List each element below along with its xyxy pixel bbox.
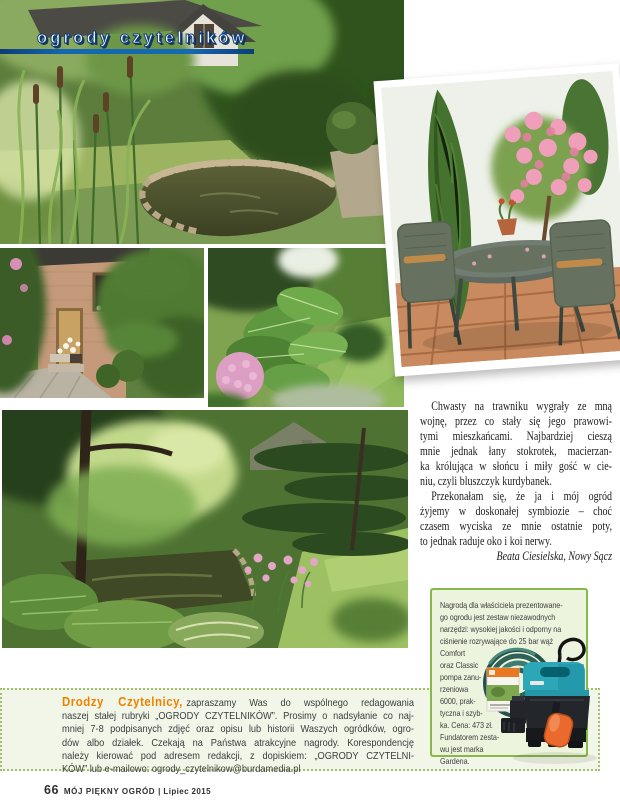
article-byline: Beata Ciesielska, Nowy Sącz	[496, 549, 612, 563]
house-entrance-illustration	[0, 248, 204, 398]
text-line: narzędzi: wysokiej jakości i odporny na	[440, 624, 562, 634]
page-footer	[44, 783, 211, 797]
patio-illustration	[381, 71, 620, 367]
text-line: żyjemy w doskonałej symbiozie – choć	[420, 504, 612, 518]
text-line: Przekonałam się, że ja i mój ogród	[431, 489, 612, 503]
banner-rule	[0, 49, 254, 54]
text-line: tyczna i szyb-	[440, 708, 483, 718]
magazine-title: MÓJ PIĘKNY OGRÓD	[63, 787, 156, 796]
text-line: oraz Classic	[440, 660, 479, 670]
text-line: pompa zanu-	[440, 672, 482, 682]
text-line: go ogrodu jest zestaw niezawodnych	[440, 612, 556, 622]
text-line: Chwasty na trawniku wygrały ze mną	[431, 399, 612, 413]
invitation-lead: Drodzy Czytelnicy,	[62, 694, 183, 709]
footer-separator: |	[158, 787, 161, 796]
text-line: 6000, prak-	[440, 696, 476, 706]
page-number: 66	[44, 783, 59, 797]
photo-house-entrance	[0, 248, 204, 398]
invitation-first-line	[62, 695, 414, 710]
text-line: Fundatorem zesta-	[440, 732, 500, 742]
text-line: dów albo działek. Czekają na Państwa atrakcyjne nagrody. Korespondencję	[62, 736, 414, 749]
text-line: wojnę, przez co stały się jego prawowi-	[420, 414, 612, 428]
text-line: Comfort	[440, 648, 466, 658]
text-line: niu, czyli bluszczyk kurdybanek.	[420, 474, 552, 488]
text-line: naszej stałej rubryki „OGRODY CZYTELNIKÓW”. Prosimy o nadsyłanie co naj-	[62, 710, 414, 723]
article-text-column	[420, 399, 612, 564]
text-line: ka królująca w słońcu i miły gość w cie-	[420, 459, 612, 473]
photo-bottom-shade-garden	[2, 410, 408, 648]
prize-products-photo	[440, 628, 610, 778]
text-line: to jednak raduje oko i koi nerwy.	[420, 534, 552, 548]
text-line: należy kierować pod adresem redakcji, z dopiskiem: „OGRODY CZYTELNI-	[62, 749, 414, 762]
invitation-body	[62, 710, 414, 776]
text-line: wu jest marka	[440, 744, 484, 754]
text-line: rzeniowa	[440, 684, 469, 694]
text-line: Gardena.	[440, 756, 470, 766]
photo-patio-polaroid	[373, 63, 620, 376]
text-line: mniej 7-8 podpisanych zdjęć oraz opisu lub historii Waszych ogródków, ogro-	[62, 723, 414, 736]
text-line: tymi mieszkańcami. Najbardziej cieszą	[420, 429, 612, 443]
invitation-text	[62, 695, 414, 776]
text-line: KÓW” lub e-mailowo: ogrody_czytelnikow@burdamedia.pl	[62, 763, 301, 776]
shade-garden-illustration	[2, 410, 408, 648]
text-line: Nagrodą dla właściciela prezentowane-	[440, 600, 563, 610]
text-line: ciśnienie rozrywające do 25 bar wąż	[440, 636, 554, 646]
hydrangea-illustration	[208, 248, 404, 407]
section-banner: ogrody czytelników	[37, 29, 248, 47]
photo-hydrangea-border	[208, 248, 404, 407]
text-line: mnie jednak łany stokrotek, macierzan-	[420, 444, 612, 458]
issue-date: Lipiec 2015	[163, 787, 211, 796]
article-paragraph-2	[420, 489, 612, 549]
text-line: czasem wyciska ze mnie ostatnie poty,	[420, 519, 612, 533]
article-paragraph-1	[420, 399, 612, 489]
invitation-lead-rest: zapraszamy Was do wspólnego redagowania	[186, 697, 414, 709]
text-line: ka. Cena: 473 zł.	[440, 720, 493, 730]
